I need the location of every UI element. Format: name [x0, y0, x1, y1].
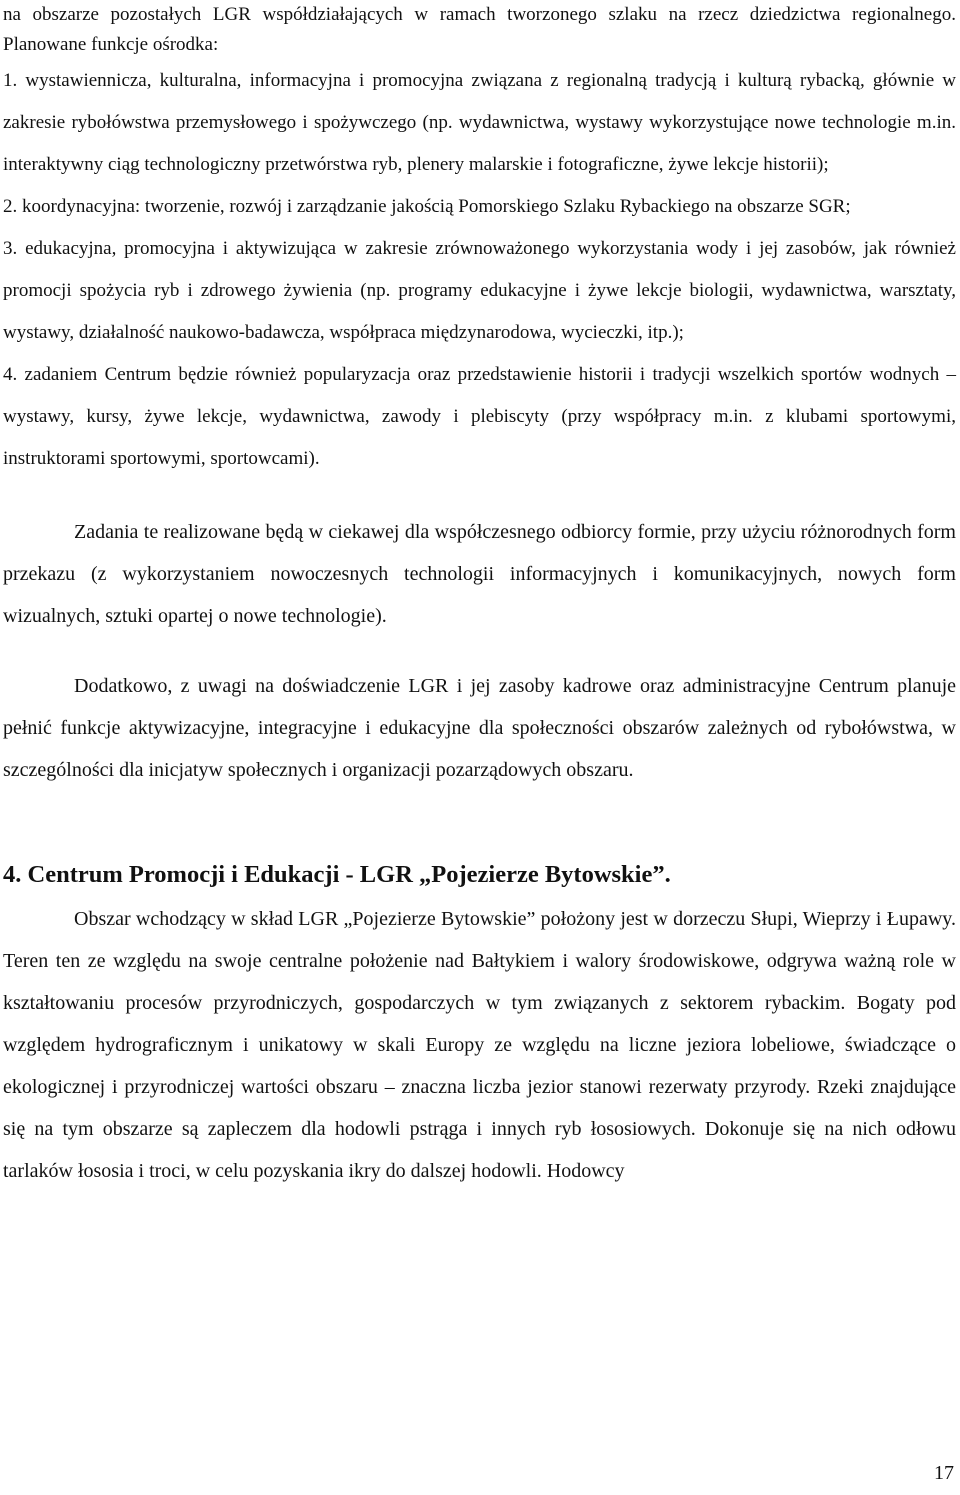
list-text: zadaniem Centrum będzie również popularyzacja oraz przedstawienie historii i tradycji wszelkich sportów wodnych – wystawy, kursy, żywe lekcje, wydawnictwa, zawody i plebiscyty (przy współpracy m.in. z klubami sportowymi, instruktorami sportowymi, sportowcami).: [3, 364, 957, 469]
list-number: 3.: [3, 238, 18, 259]
list-item: [3, 228, 956, 354]
list-item: [3, 354, 956, 480]
intro-paragraph: na obszarze pozostałych LGR współdziałających w ramach tworzonego szlaku na rzecz dziedzictwa regionalnego. Planowane funkcje ośrodka:: [3, 4, 956, 55]
list-item: [3, 186, 956, 228]
section-paragraph: Obszar wchodzący w skład LGR „Pojezierze Bytowskie” położony jest w dorzeczu Słupi, Wieprzy i Łupawy. Teren ten ze względu na swoje centralne położenie nad Bałtykiem i walory środowiskowe, odgrywa ważną role w kształtowaniu procesów przyrodniczych, gospodarczych w tym związanych z sektorem rybackim. Bogaty pod względem hydrograficznym i unikatowy w skali Europy ze względu na liczne jeziora lobeliowe, świadczące o ekologicznej i przyrodniczej wartości obszaru – znaczna liczba jezior stanowi rezerwaty przyrody. Rzeki znajdujące się na tym obszarze są zapleczem dla hodowli pstrąga i innych ryb łososiowych. Dokonuje się na nich odłowu tarlaków łososia i troci, w celu pozyskania ikry do dalszej hodowli. Hodowcy: [3, 908, 956, 1182]
body-paragraph: Dodatkowo, z uwagi na doświadczenie LGR i jej zasoby kadrowe oraz administracyjne Centrum planuje pełnić funkcje aktywizacyjne, integracyjne i edukacyjne dla społeczności obszarów zależnych od rybołówstwa, w szczególności dla inicjatyw społecznych i organizacji pozarządowych obszaru.: [3, 675, 956, 781]
list-number: 2.: [3, 196, 18, 217]
list-text: edukacyjna, promocyjna i aktywizująca w zakresie zrównoważonego wykorzystania wody i jej zasobów, jak również promocji spożycia ryb i zdrowego żywienia (np. programy edukacyjne i żywe lekcje biologii, wydawnictwa, warsztaty, wystawy, działalność naukowo-badawcza, współpraca międzynarodowa, wycieczki, itp.);: [3, 238, 956, 343]
spacer: [3, 791, 956, 857]
document-page: [3, 0, 956, 1192]
section-heading: 4. Centrum Promocji i Edukacji - LGR „Pojezierze Bytowskie”.: [3, 861, 671, 888]
list-text: koordynacyjna: tworzenie, rozwój i zarządzanie jakością Pomorskiego Szlaku Rybackiego na obszarze SGR;: [22, 196, 851, 217]
body-paragraph: Zadania te realizowane będą w ciekawej dla współczesnego odbiorcy formie, przy użyciu różnorodnych form przekazu (z wykorzystaniem nowoczesnych technologii informacyjnych i komunikacyjnych, nowych form wizualnych, sztuki opartej o nowe technologie).: [3, 521, 956, 627]
spacer: [3, 637, 956, 665]
list-item: [3, 60, 956, 186]
spacer: [3, 480, 956, 511]
functions-list: [3, 60, 956, 480]
page-number: 17: [934, 1462, 954, 1484]
list-number: 4.: [3, 364, 18, 385]
list-text: wystawiennicza, kulturalna, informacyjna i promocyjna związana z regionalną tradycją i kulturą rybacką, głównie w zakresie rybołówstwa przemysłowego i spożywczego (np. wydawnictwa, wystawy wykorzystujące nowe technologie m.in. interaktywny ciąg technologiczny przetwórstwa ryb, plenery malarskie i fotograficzne, żywe lekcje historii);: [3, 70, 956, 175]
list-number: 1.: [3, 70, 18, 91]
